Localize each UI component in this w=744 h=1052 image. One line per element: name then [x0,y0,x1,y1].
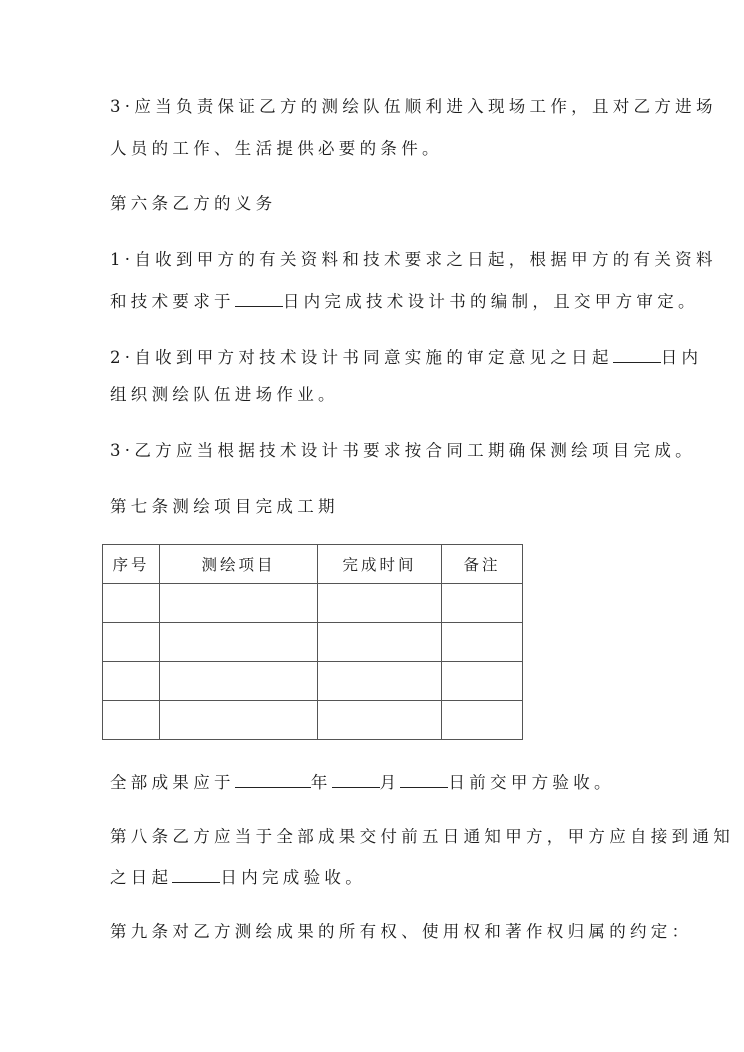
article-6-item-3: 3·乙方应当根据技术设计书要求按合同工期确保测绘项目完成。 [110,441,696,460]
paragraph-party-a-duty-3-line2: 人员的工作、生活提供必要的条件。 [110,139,443,158]
fill-blank-year[interactable] [235,771,311,788]
text-segment: 日内完成验收。 [220,868,367,887]
table-row [103,701,523,740]
table-cell[interactable] [103,584,160,623]
table-row [103,584,523,623]
table-cell[interactable] [103,623,160,662]
article-6-item-2-line2: 组织测绘队伍进场作业。 [110,385,339,404]
article-6-item-1-line2 [110,290,699,312]
table-cell[interactable] [318,701,442,740]
article-6-item-1-line1: 1·自收到甲方的有关资料和技术要求之日起，根据甲方的有关资料 [110,250,717,269]
article-6-title: 第六条乙方的义务 [110,194,277,213]
fill-blank-day[interactable] [400,771,448,788]
table-cell[interactable] [318,623,442,662]
fill-blank-days[interactable] [613,346,661,363]
table-header-row [103,545,523,584]
table-cell[interactable] [442,701,523,740]
table-cell[interactable] [160,623,318,662]
text-segment: 之日起 [110,868,173,887]
table-cell[interactable] [442,623,523,662]
header-remarks: 备注 [442,545,523,584]
header-serial-number: 序号 [103,545,160,584]
table-cell[interactable] [160,584,318,623]
text-segment: 和技术要求于 [110,292,235,311]
table-cell[interactable] [160,701,318,740]
article-8-line1: 第八条乙方应当于全部成果交付前五日通知甲方，甲方应自接到通知 [110,827,734,846]
deadline-line [110,771,615,793]
table-cell[interactable] [442,584,523,623]
table-cell[interactable] [442,662,523,701]
header-survey-item: 测绘项目 [160,545,318,584]
paragraph-party-a-duty-3-line1: 3·应当负责保证乙方的测绘队伍顺利进入现场工作，且对乙方进场 [110,97,717,116]
table-cell[interactable] [103,662,160,701]
fill-blank-days[interactable] [172,866,220,883]
fill-blank-month[interactable] [332,771,380,788]
table-cell[interactable] [318,584,442,623]
table-row [103,623,523,662]
fill-blank-days[interactable] [235,290,283,307]
text-segment: 月 [379,773,401,792]
table-cell[interactable] [103,701,160,740]
text-segment: 日内 [660,348,703,367]
article-7-title: 第七条测绘项目完成工期 [110,497,339,516]
text-segment: 日前交甲方验收。 [448,773,615,792]
text-segment: 年 [310,773,332,792]
table-cell[interactable] [160,662,318,701]
text-segment: 日内完成技术设计书的编制，且交甲方审定。 [282,292,699,311]
article-6-item-2-line1 [110,346,702,368]
text-segment: 2·自收到甲方对技术设计书同意实施的审定意见之日起 [110,348,613,367]
article-8-line2 [110,866,366,888]
header-completion-time: 完成时间 [318,545,442,584]
table-cell[interactable] [318,662,442,701]
table-row [103,662,523,701]
article-9-title: 第九条对乙方测绘成果的所有权、使用权和著作权归属的约定： [110,922,693,941]
text-segment: 全部成果应于 [110,773,235,792]
schedule-table [102,544,523,740]
